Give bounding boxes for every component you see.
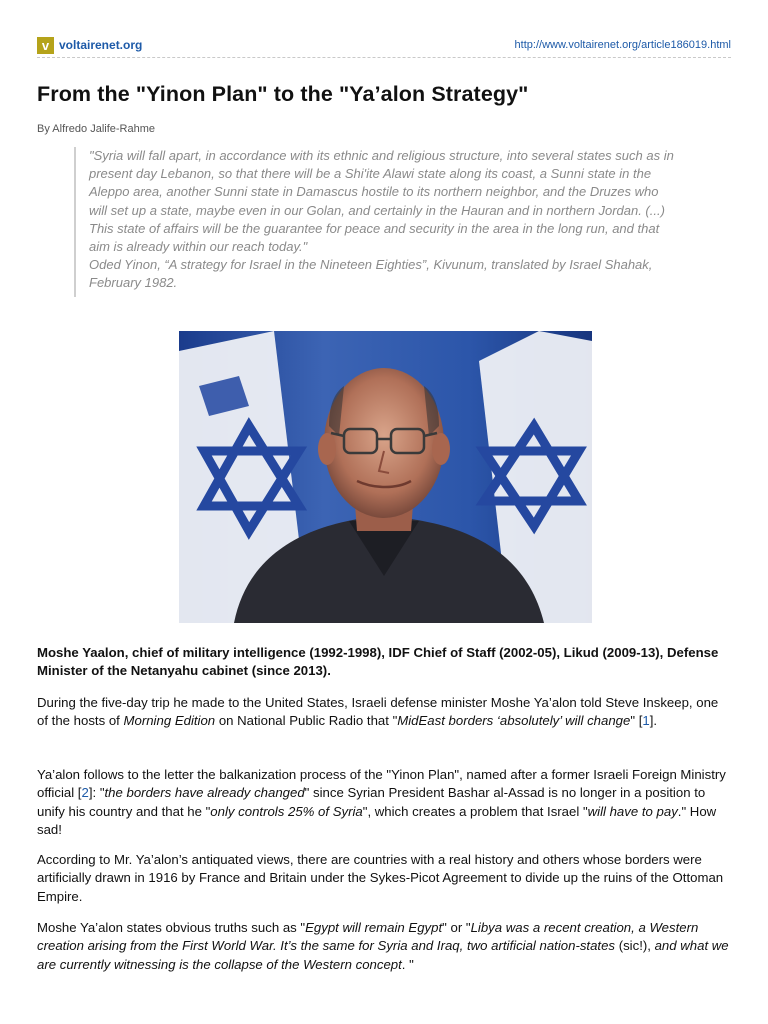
epigraph-quote — [74, 147, 674, 297]
article-photo — [179, 331, 592, 623]
header-divider — [37, 57, 731, 58]
page-header — [37, 34, 731, 56]
article-title: From the "Yinon Plan" to the "Ya’alon Strategy" — [37, 82, 529, 106]
article-byline: By Alfredo Jalife-Rahme — [37, 123, 155, 135]
site-brand[interactable] — [37, 37, 142, 54]
photo-caption: Moshe Yaalon, chief of military intelligence (1992-1998), IDF Chief of Staff (2002-05), Likud (2009-13), Defense Minister of the Netanyahu cabinet (since 2013). — [37, 645, 719, 679]
footnote-1-link[interactable]: 1 — [642, 713, 650, 729]
voltairenet-logo-icon: v — [37, 37, 54, 54]
epigraph-source: Oded Yinon, “A strategy for Israel in the Nineteen Eighties”, Kivunum, translated by Israel Shahak, February 1982. — [89, 257, 653, 291]
paragraph-1: During the five-day trip he made to the United States, Israeli defense minister Moshe Ya’alon told Steve Inskeep, one of the hosts of Morning Edition on National Public Radio that "MidEast borders ‘absolutely’ will change" [1]. — [37, 695, 719, 729]
paragraph-4: Moshe Ya’alon states obvious truths such as "Egypt will remain Egypt" or "Libya was a recent creation, a Western creation arising from the First World War. It’s the same for Syria and Iraq, two artificial nation-states (sic!), and what we are currently witnessing is the collapse of the Western concept. " — [37, 920, 729, 972]
paragraph-2: Ya’alon follows to the letter the balkanization process of the "Yinon Plan", named after a former Israeli Foreign Ministry official [2]: "the borders have already changed" since Syrian President Bashar al-Assad is no longer in a position to unify his country and that he "only controls 25% of Syria", which creates a problem that Israel "will have to pay." How sad! — [37, 767, 726, 837]
site-name-link[interactable]: voltairenet.org — [59, 38, 143, 52]
paragraph-3: According to Mr. Ya’alon’s antiquated views, there are countries with a real history and others whose borders were artificially drawn in 1916 by France and Britain under the Sykes-Picot Agreement to divide up the ruins of the Ottoman Empire. — [37, 852, 724, 904]
epigraph-text: "Syria will fall apart, in accordance with its ethnic and religious structure, into several states such as in present day Lebanon, so that there will be a Shi'ite Alawi state along its coast, a Sunni state in the Aleppo area, another Sunni state in Damascus hostile to its northern neighbor, and the Druzes who will set up a state, maybe even in our Golan, and certainly in the Hauran and in northern Jordan. (...) This state of affairs will be the guarantee for peace and security in the area in the long run, and that aim is already within our reach today." — [89, 148, 674, 255]
footnote-2-link[interactable]: 2 — [81, 785, 89, 801]
article-url-link[interactable]: http://www.voltairenet.org/article186019.html — [514, 39, 731, 51]
